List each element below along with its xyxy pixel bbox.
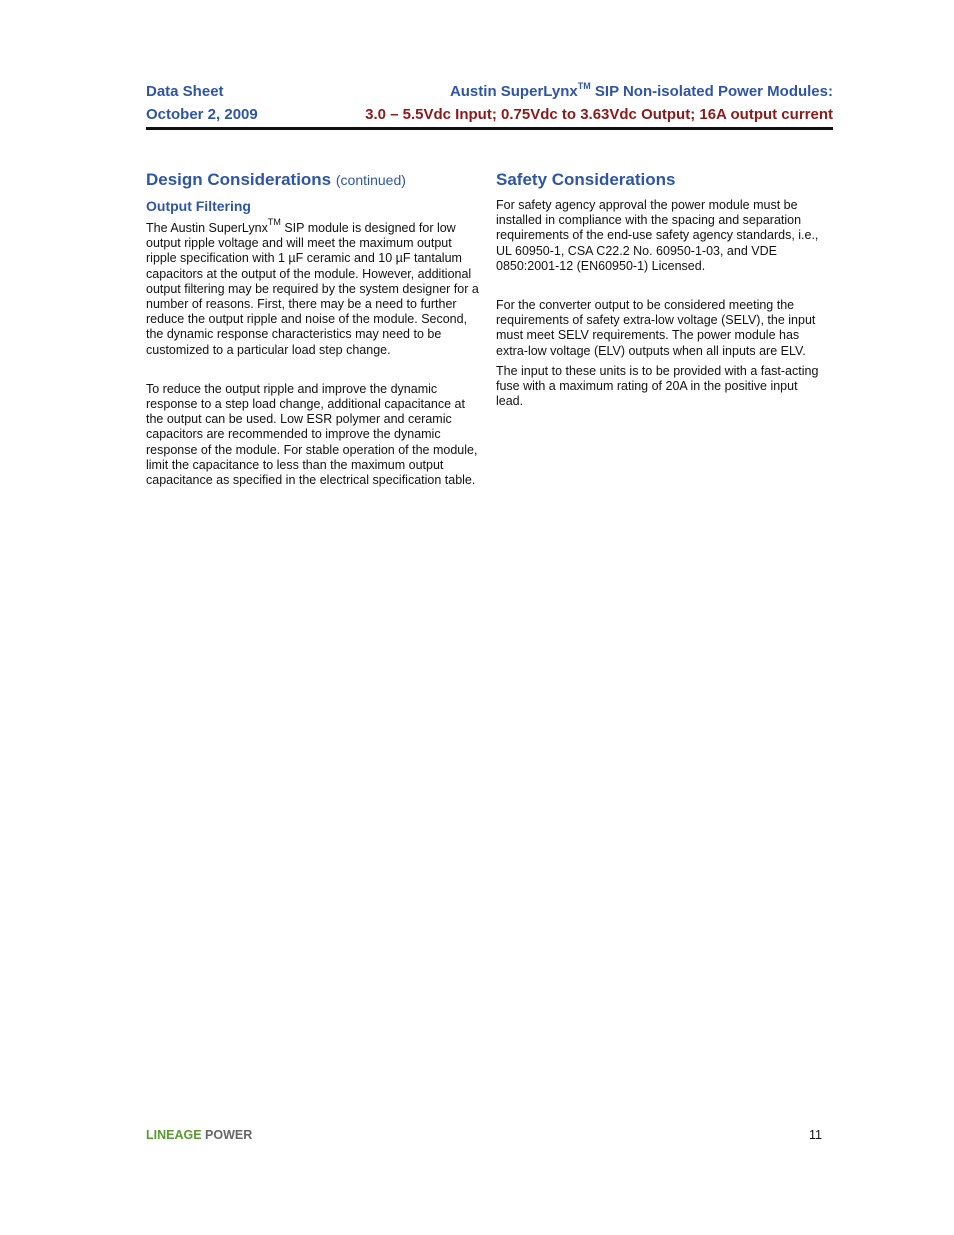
brand-lineage: LINEAGE: [146, 1128, 202, 1142]
header-rule: [146, 127, 833, 130]
section-heading-design: [146, 170, 481, 190]
continued-note: (continued): [335, 172, 406, 188]
left-column: [146, 170, 481, 488]
paragraph-output-filtering-2: To reduce the output ripple and improve the dynamic response to a step load change, additional capacitance at the output can be used. Low ESR polymer and ceramic capacitors are recommended to improve the dynamic response of the module. For stable operation of the module, limit the capacitance to less than the maximum output capacitance as specified in the electrical specification table.: [146, 381, 478, 488]
paragraph-safety-1: For safety agency approval the power module must be installed in compliance with the spacing and separation requirements of the end-use safety agency standards, i.e., UL 60950-1, CSA C22.2 No. 60950-1-03, and VDE 0850:2001-12 (EN60950-1) Licensed.: [496, 198, 819, 273]
trademark-mark: TM: [267, 217, 281, 227]
doc-title: [450, 83, 833, 100]
footer-brand: [146, 1128, 252, 1142]
doc-title-product: Austin SuperLynx: [449, 83, 578, 100]
trademark-mark: TM: [577, 81, 591, 91]
doc-subtitle: 3.0 – 5.5Vdc Input; 0.75Vdc to 3.63Vdc Output; 16A output current: [365, 106, 833, 123]
paragraph-output-filtering-1: [146, 217, 481, 358]
paragraph-text: The Austin SuperLynx: [146, 221, 268, 235]
paragraph-safety-2: For the converter output to be considered meeting the requirements of safety extra-low voltage (SELV), the input must meet SELV requirements. The power module has extra-low voltage (ELV) outputs when all inputs are ELV.: [496, 298, 816, 358]
brand-power: POWER: [201, 1128, 253, 1142]
doc-title-rest: SIP Non-isolated Power Modules:: [590, 83, 833, 100]
paragraph-safety-3: The input to these units is to be provided with a fast-acting fuse with a maximum rating of 20A in the positive input lead.: [496, 363, 819, 409]
subheading-output-filtering: Output Filtering: [146, 198, 251, 214]
paragraph-text: SIP module is designed for low output ripple voltage and will meet the maximum output ripple specification with 1 µF ceramic and 10 µF tantalum capacitors at the output of the module. However, additional output filtering may be required by the system designer for a number of reasons. First, there may be a need to further reduce the output ripple and noise of the module. Second, the dynamic response characteristics may need to be customized to a particular load step change.: [146, 221, 479, 357]
doc-type-label: Data Sheet: [146, 83, 224, 100]
doc-date: October 2, 2009: [146, 106, 258, 123]
right-column: [496, 170, 826, 409]
section-heading-safety: Safety Considerations: [496, 170, 676, 189]
page-number: 11: [809, 1128, 822, 1142]
section-heading-text: Design Considerations: [146, 170, 332, 189]
